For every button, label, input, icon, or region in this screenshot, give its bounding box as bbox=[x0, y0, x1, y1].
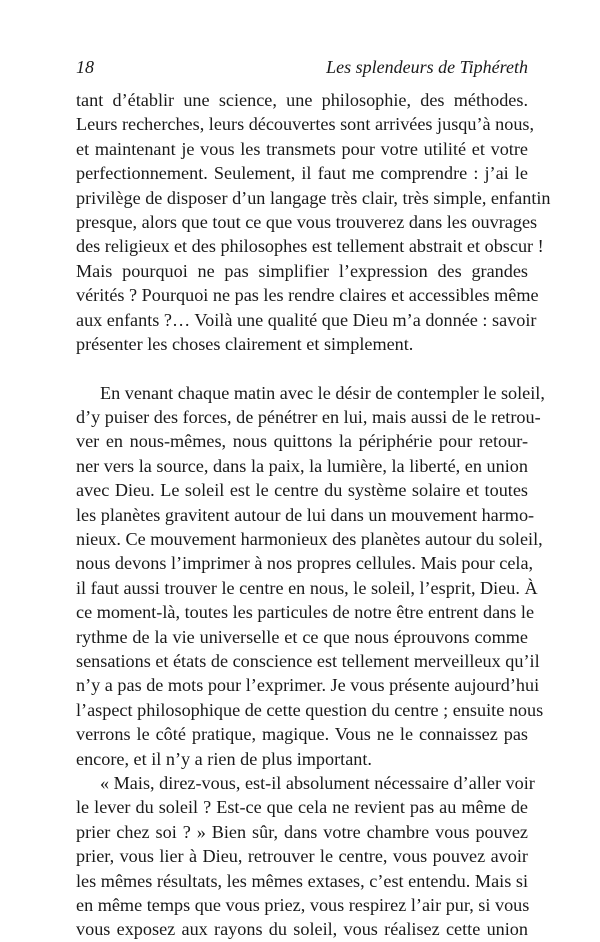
text-line: verrons le côté pratique, magique. Vous ne le connaissez pas bbox=[76, 724, 528, 745]
text-line: prier, vous lier à Dieu, retrouver le centre, vous pouvez avoir bbox=[76, 846, 528, 867]
text-line: prier chez soi ? » Bien sûr, dans votre chambre vous pouvez bbox=[76, 821, 528, 842]
text-line: les planètes gravitent autour de lui dans un mouvement harmo- bbox=[76, 504, 535, 525]
text-line: des religieux et des philosophes est tellement abstrait et obscur ! bbox=[76, 236, 544, 257]
text-line: n’y a pas de mots pour l’exprimer. Je vous présente aujourd’hui bbox=[76, 675, 540, 696]
text-line: il faut aussi trouver le centre en nous, le soleil, l’esprit, Dieu. À bbox=[76, 577, 538, 598]
text-line: encore, et il n’y a rien de plus important. bbox=[76, 748, 372, 769]
text-line: présenter les choses clairement et simplement. bbox=[76, 333, 414, 354]
text-line: et maintenant je vous les transmets pour votre utilité et votre bbox=[76, 138, 528, 159]
paragraph-2 bbox=[76, 381, 545, 771]
text-line: sensations et états de conscience est tellement merveilleux qu’il bbox=[76, 650, 540, 671]
text-line: aux enfants ?… Voilà une qualité que Dieu m’a donnée : savoir bbox=[76, 309, 537, 330]
text-line: tant d’établir une science, une philosophie, des méthodes. bbox=[76, 90, 528, 110]
text-line: ver en nous-mêmes, nous quittons la périphérie pour retour- bbox=[76, 431, 528, 452]
text-line: ce moment-là, toutes les particules de notre être entrent dans le bbox=[76, 602, 535, 623]
text-line: les mêmes résultats, les mêmes extases, c’est entendu. Mais si bbox=[76, 870, 528, 891]
text-line: privilège de disposer d’un langage très clair, très simple, enfantin bbox=[76, 187, 551, 208]
text-line: l’aspect philosophique de cette question du centre ; ensuite nous bbox=[76, 699, 544, 720]
text-line: ner vers la source, dans la paix, la lumière, la liberté, en union bbox=[76, 455, 528, 476]
text-line: vérités ? Pourquoi ne pas les rendre claires et accessibles même bbox=[76, 285, 539, 306]
text-line: en même temps que vous priez, vous respirez l’air pur, si vous bbox=[76, 894, 530, 915]
text-line: Leurs recherches, leurs découvertes sont arrivées jusqu’à nous, bbox=[76, 114, 535, 135]
text-line: nieux. Ce mouvement harmonieux des planètes autour du soleil, bbox=[76, 529, 543, 550]
paragraph-3 bbox=[76, 771, 535, 942]
text-line: Mais pourquoi ne pas simplifier l’expression des grandes bbox=[76, 260, 528, 281]
paragraph-1 bbox=[76, 88, 551, 356]
paragraph-gap bbox=[76, 356, 528, 380]
text-line: « Mais, direz-vous, est-il absolument nécessaire d’aller voir bbox=[100, 772, 535, 793]
text-line: rythme de la vie universelle et ce que nous éprouvons comme bbox=[76, 626, 528, 647]
text-line: nous devons l’imprimer à nos propres cellules. Mais pour cela, bbox=[76, 553, 534, 574]
text-line: vous exposez aux rayons du soleil, vous réalisez cette union bbox=[76, 919, 528, 940]
text-line: le lever du soleil ? Est-ce que cela ne revient pas au même de bbox=[76, 797, 528, 818]
page-number: 18 bbox=[76, 57, 94, 77]
text-line: En venant chaque matin avec le désir de contempler le soleil, bbox=[100, 382, 545, 403]
text-line: presque, alors que tout ce que vous trouverez dans les ouvrages bbox=[76, 211, 538, 232]
page-header bbox=[76, 55, 528, 79]
text-line: avec Dieu. Le soleil est le centre du système solaire et toutes bbox=[76, 480, 528, 501]
body-text bbox=[76, 88, 551, 942]
text-line: d’y puiser des forces, de pénétrer en lui, mais aussi de le retrou- bbox=[76, 407, 541, 428]
text-line: perfectionnement. Seulement, il faut me comprendre : j’ai le bbox=[76, 163, 528, 184]
running-title: Les splendeurs de Tiphéreth bbox=[326, 57, 528, 77]
